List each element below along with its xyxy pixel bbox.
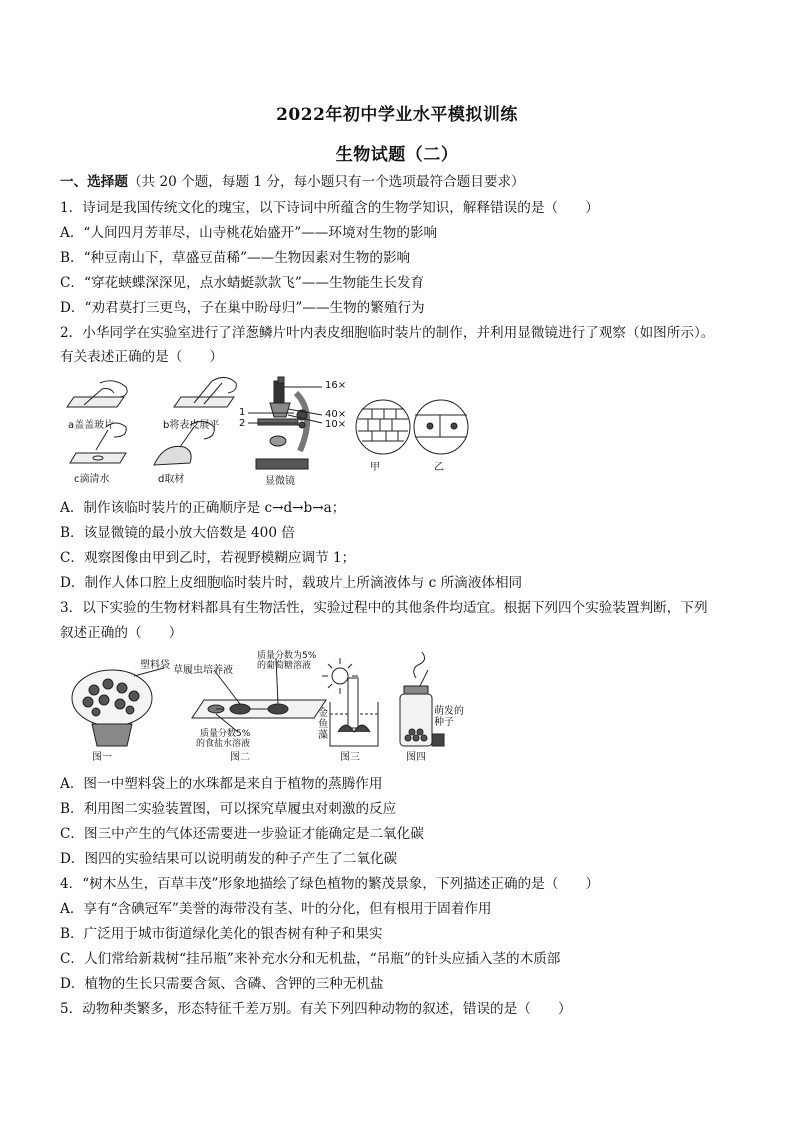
q2-stem-line1: 2．小华同学在实验室进行了洋葱鳞片叶内表皮细胞临时装片的制作，并利用显微镜进行了观察（如图所示）。	[60, 325, 715, 341]
fig1-plant-illustration	[72, 668, 164, 746]
label-glucose-line1: 质量分数为5%	[257, 651, 317, 661]
q3-stem-line1: 3．以下实验的生物材料都具有生物活性，实验过程中的其他条件均适宜。根据下列四个实验装置判断，下列	[60, 600, 708, 616]
caption-view-jia: 甲	[370, 462, 380, 473]
q4-stem: 4．“树木丛生，百草丰茂”形象地描绘了绿色植物的繁茂景象，下列描述正确的是（ ）	[60, 876, 600, 892]
q4-option-b: B．广泛用于城市街道绿化美化的银杏树有种子和果实	[60, 926, 383, 942]
section-heading: 一、选择题	[60, 174, 128, 190]
q3-option-c: C．图三中产生的气体还需要进一步验证才能确定是二氧化碳	[60, 826, 424, 842]
q1-option-d: D．“劝君莫打三更鸟，子在巢中盼母归”——生物的繁殖行为	[60, 300, 425, 316]
label-algae-1: 金	[318, 708, 328, 719]
label-fine-knob: 2	[239, 418, 246, 429]
view-yi-illustration	[414, 400, 468, 454]
label-plastic-bag: 塑料袋	[140, 660, 170, 671]
label-objective-40x: 40×	[325, 409, 347, 420]
label-salt-line1: 质量分数5%	[200, 729, 251, 739]
label-glucose-line2: 的葡萄糖溶液	[257, 661, 312, 671]
q2-option-d: D．制作人体口腔上皮细胞临时装片时，载玻片上所滴液体与 c 所滴液体相同	[60, 575, 523, 591]
q3-stem-line2: 叙述正确的（ ）	[60, 625, 183, 641]
caption-fig2: 图二	[230, 752, 250, 763]
caption-step-c: c滴清水	[74, 474, 110, 485]
step-a-illustration	[67, 381, 127, 407]
section-header	[60, 173, 525, 191]
q2-option-b: B．该显微镜的最小放大倍数是 400 倍	[60, 525, 295, 541]
page-subtitle: 生物试题（二）	[335, 145, 459, 165]
step-b-illustration	[174, 377, 236, 407]
microscope-illustration	[248, 377, 322, 469]
q4-option-d: D．植物的生长只需要含氮、含磷、含钾的三种无机盐	[60, 976, 384, 992]
page-title: 2022年初中学业水平模拟训练	[276, 105, 518, 125]
label-algae-3: 藻	[318, 730, 328, 741]
q1-option-a: A．“人间四月芳菲尽，山寺桃花始盛开”——环境对生物的影响	[60, 225, 438, 241]
caption-step-b: b将表皮展平	[163, 420, 220, 431]
q4-option-a: A．享有“含碘冠军”美誉的海带没有茎、叶的分化，但有根用于固着作用	[60, 901, 492, 917]
q3-figure	[64, 648, 464, 766]
caption-microscope: 显微镜	[265, 476, 295, 487]
q1-option-b: B．“种豆南山下，草盛豆苗稀”——生物因素对生物的影响	[60, 250, 411, 266]
caption-fig3: 图三	[340, 752, 360, 763]
label-algae-2: 鱼	[318, 719, 328, 730]
q2-option-c: C．观察图像由甲到乙时，若视野模糊应调节 1；	[60, 550, 356, 566]
view-jia-illustration	[356, 400, 410, 454]
q1-option-c: C．“穿花蛱蝶深深见，点水蜻蜓款款飞”——生物能生长发育	[60, 275, 425, 291]
q2-figure	[62, 375, 482, 490]
q3-option-a: A．图一中塑料袋上的水珠都是来自于植物的蒸腾作用	[60, 776, 383, 792]
caption-step-d: d取材	[158, 474, 185, 485]
label-coarse-knob: 1	[239, 407, 246, 418]
fig3-beaker-illustration	[322, 658, 378, 746]
q2-option-a: A．制作该临时装片的正确顺序是 c→d→b→a；	[60, 500, 346, 516]
caption-fig4: 图四	[406, 752, 426, 763]
caption-fig1: 图一	[92, 752, 112, 763]
caption-step-a: a盖盖玻片	[68, 420, 115, 431]
section-note: （共 20 个题，每题 1 分，每小题只有一个选项最符合题目要求）	[127, 174, 525, 190]
label-eyepiece-16x: 16×	[325, 380, 347, 391]
caption-view-yi: 乙	[434, 462, 444, 473]
label-objective-10x: 10×	[325, 419, 347, 430]
label-paramecium-culture: 草履虫培养液	[173, 665, 233, 676]
q5-stem: 5．动物种类繁多，形态特征千差万别。有关下列四种动物的叙述，错误的是（ ）	[60, 1001, 572, 1017]
fig4-jar-illustration	[400, 652, 444, 746]
q4-option-c: C．人们常给新栽树“挂吊瓶”来补充水分和无机盐，“吊瓶”的针头应插入茎的木质部	[60, 951, 561, 967]
label-seed-line1: 萌发的	[434, 706, 464, 717]
label-seed-line2: 种子	[434, 717, 454, 728]
q3-option-b: B．利用图二实验装置图，可以探究草履虫对刺激的反应	[60, 801, 397, 817]
q2-stem-line2: 有关表述正确的是（ ）	[60, 349, 224, 365]
label-salt-line2: 的食盐水溶液	[196, 739, 251, 749]
q1-stem: 1．诗词是我国传统文化的瑰宝，以下诗词中所蕴含的生物学知识，解释错误的是（ ）	[60, 200, 599, 216]
q3-option-d: D．图四的实验结果可以说明萌发的种子产生了二氧化碳	[60, 851, 398, 867]
